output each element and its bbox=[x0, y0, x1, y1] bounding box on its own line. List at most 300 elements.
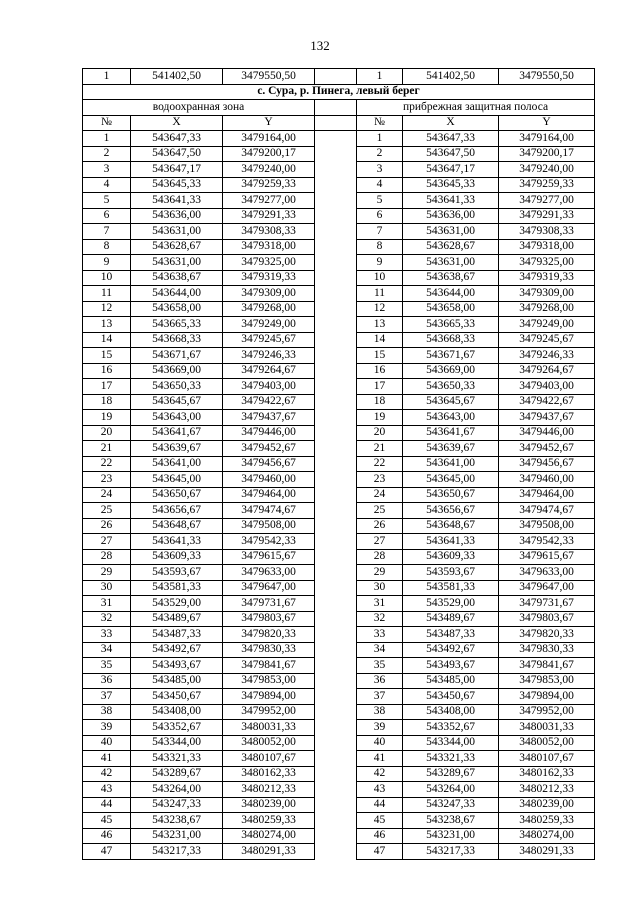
left-x-cell: 543628,67 bbox=[131, 239, 223, 255]
right-n-cell: 36 bbox=[357, 673, 403, 689]
left-y-cell: 3480031,33 bbox=[223, 720, 315, 736]
gap-cell bbox=[315, 69, 357, 85]
left-n-cell: 5 bbox=[83, 193, 131, 209]
right-y-cell: 3479550,50 bbox=[499, 69, 595, 85]
gap-cell bbox=[315, 286, 357, 302]
left-n-cell: 25 bbox=[83, 503, 131, 519]
right-y-cell: 3479803,67 bbox=[499, 611, 595, 627]
left-n-cell: 10 bbox=[83, 270, 131, 286]
right-n-cell: 9 bbox=[357, 255, 403, 271]
right-y-cell: 3479164,00 bbox=[499, 131, 595, 147]
left-y-cell: 3480291,33 bbox=[223, 844, 315, 860]
right-n-cell: 46 bbox=[357, 828, 403, 844]
table-row bbox=[83, 208, 595, 224]
left-x-cell: 543671,67 bbox=[131, 348, 223, 364]
right-x-cell: 543450,67 bbox=[403, 689, 499, 705]
right-x-cell: 543529,00 bbox=[403, 596, 499, 612]
left-header-y: Y bbox=[223, 115, 315, 131]
gap-cell bbox=[315, 193, 357, 209]
right-y-cell: 3479249,00 bbox=[499, 317, 595, 333]
right-n-cell: 22 bbox=[357, 456, 403, 472]
table-row bbox=[83, 410, 595, 426]
gap-cell bbox=[315, 146, 357, 162]
right-x-cell: 543636,00 bbox=[403, 208, 499, 224]
left-y-cell: 3479240,00 bbox=[223, 162, 315, 178]
right-y-cell: 3479246,33 bbox=[499, 348, 595, 364]
table-row bbox=[83, 673, 595, 689]
left-y-cell: 3479615,67 bbox=[223, 549, 315, 565]
left-n-cell: 6 bbox=[83, 208, 131, 224]
right-y-cell: 3479841,67 bbox=[499, 658, 595, 674]
gap-cell bbox=[315, 766, 357, 782]
left-n-cell: 7 bbox=[83, 224, 131, 240]
left-x-cell: 543231,00 bbox=[131, 828, 223, 844]
right-n-cell: 12 bbox=[357, 301, 403, 317]
table-row bbox=[83, 534, 595, 550]
table-row bbox=[83, 317, 595, 333]
table-row bbox=[83, 224, 595, 240]
left-y-cell: 3479446,00 bbox=[223, 425, 315, 441]
right-y-cell: 3479318,00 bbox=[499, 239, 595, 255]
right-n-cell: 47 bbox=[357, 844, 403, 860]
right-x-cell: 543631,00 bbox=[403, 224, 499, 240]
gap-cell bbox=[315, 503, 357, 519]
right-zone-title: прибрежная защитная полоса bbox=[357, 100, 595, 116]
right-n-cell: 4 bbox=[357, 177, 403, 193]
left-x-cell: 543609,33 bbox=[131, 549, 223, 565]
right-y-cell: 3479508,00 bbox=[499, 518, 595, 534]
table-row bbox=[83, 565, 595, 581]
right-n-cell: 23 bbox=[357, 472, 403, 488]
left-x-cell: 543489,67 bbox=[131, 611, 223, 627]
right-n-cell: 8 bbox=[357, 239, 403, 255]
right-x-cell: 543656,67 bbox=[403, 503, 499, 519]
table-row bbox=[83, 456, 595, 472]
right-x-cell: 543593,67 bbox=[403, 565, 499, 581]
right-y-cell: 3479240,00 bbox=[499, 162, 595, 178]
right-n-cell: 13 bbox=[357, 317, 403, 333]
gap-cell bbox=[315, 363, 357, 379]
gap-cell bbox=[315, 627, 357, 643]
right-x-cell: 543641,33 bbox=[403, 193, 499, 209]
right-n-cell: 20 bbox=[357, 425, 403, 441]
left-x-cell: 543638,67 bbox=[131, 270, 223, 286]
left-n-cell: 31 bbox=[83, 596, 131, 612]
left-x-cell: 543645,33 bbox=[131, 177, 223, 193]
left-n-cell: 18 bbox=[83, 394, 131, 410]
left-x-cell: 543650,33 bbox=[131, 379, 223, 395]
table-row bbox=[83, 580, 595, 596]
left-x-cell: 543641,67 bbox=[131, 425, 223, 441]
right-y-cell: 3479277,00 bbox=[499, 193, 595, 209]
left-x-cell: 543450,67 bbox=[131, 689, 223, 705]
right-y-cell: 3480239,00 bbox=[499, 797, 595, 813]
right-n-cell: 37 bbox=[357, 689, 403, 705]
left-y-cell: 3480107,67 bbox=[223, 751, 315, 767]
right-y-cell: 3479403,00 bbox=[499, 379, 595, 395]
table-row bbox=[83, 146, 595, 162]
left-x-cell: 543647,33 bbox=[131, 131, 223, 147]
right-n-cell: 21 bbox=[357, 441, 403, 457]
left-x-cell: 543631,00 bbox=[131, 255, 223, 271]
right-x-cell: 543628,67 bbox=[403, 239, 499, 255]
gap-cell bbox=[315, 456, 357, 472]
gap-cell bbox=[315, 751, 357, 767]
table-row bbox=[83, 503, 595, 519]
left-y-cell: 3479164,00 bbox=[223, 131, 315, 147]
header-row bbox=[83, 115, 595, 131]
left-y-cell: 3479318,00 bbox=[223, 239, 315, 255]
right-y-cell: 3480107,67 bbox=[499, 751, 595, 767]
gap-cell bbox=[315, 828, 357, 844]
right-n-cell: 32 bbox=[357, 611, 403, 627]
gap-cell bbox=[315, 348, 357, 364]
table-row bbox=[83, 332, 595, 348]
gap-cell bbox=[315, 658, 357, 674]
right-n-cell: 25 bbox=[357, 503, 403, 519]
left-x-cell: 543631,00 bbox=[131, 224, 223, 240]
right-x-cell: 543492,67 bbox=[403, 642, 499, 658]
left-n-cell: 28 bbox=[83, 549, 131, 565]
right-y-cell: 3480259,33 bbox=[499, 813, 595, 829]
gap-cell bbox=[315, 611, 357, 627]
right-n-cell: 44 bbox=[357, 797, 403, 813]
left-y-cell: 3479319,33 bbox=[223, 270, 315, 286]
left-x-cell: 543247,33 bbox=[131, 797, 223, 813]
right-y-cell: 3479647,00 bbox=[499, 580, 595, 596]
right-x-cell: 543639,67 bbox=[403, 441, 499, 457]
left-n-cell: 16 bbox=[83, 363, 131, 379]
right-y-cell: 3479615,67 bbox=[499, 549, 595, 565]
right-x-cell: 543631,00 bbox=[403, 255, 499, 271]
right-n-cell: 7 bbox=[357, 224, 403, 240]
table-row bbox=[83, 782, 595, 798]
left-x-cell: 543492,67 bbox=[131, 642, 223, 658]
right-y-cell: 3480052,00 bbox=[499, 735, 595, 751]
left-y-cell: 3479308,33 bbox=[223, 224, 315, 240]
left-x-cell: 543641,33 bbox=[131, 193, 223, 209]
right-x-cell: 543647,33 bbox=[403, 131, 499, 147]
gap-cell bbox=[315, 797, 357, 813]
right-x-cell: 543352,67 bbox=[403, 720, 499, 736]
left-y-cell: 3480212,33 bbox=[223, 782, 315, 798]
left-y-cell: 3479803,67 bbox=[223, 611, 315, 627]
left-x-cell: 543639,67 bbox=[131, 441, 223, 457]
right-n-cell: 17 bbox=[357, 379, 403, 395]
left-n-cell: 27 bbox=[83, 534, 131, 550]
left-n-cell: 41 bbox=[83, 751, 131, 767]
left-n-cell: 38 bbox=[83, 704, 131, 720]
right-y-cell: 3479245,67 bbox=[499, 332, 595, 348]
left-x-cell: 543238,67 bbox=[131, 813, 223, 829]
left-x-cell: 543641,00 bbox=[131, 456, 223, 472]
left-n-cell: 15 bbox=[83, 348, 131, 364]
section-title: с. Сура, р. Пинега, левый берег bbox=[83, 84, 595, 100]
left-n-cell: 26 bbox=[83, 518, 131, 534]
table-row bbox=[83, 193, 595, 209]
left-x-cell: 543264,00 bbox=[131, 782, 223, 798]
left-x-cell: 543650,67 bbox=[131, 487, 223, 503]
table-row bbox=[83, 549, 595, 565]
right-y-cell: 3479456,67 bbox=[499, 456, 595, 472]
gap-cell bbox=[315, 689, 357, 705]
left-y-cell: 3479474,67 bbox=[223, 503, 315, 519]
right-n-cell: 14 bbox=[357, 332, 403, 348]
left-y-cell: 3479200,17 bbox=[223, 146, 315, 162]
left-x-cell: 543636,00 bbox=[131, 208, 223, 224]
left-n-cell: 14 bbox=[83, 332, 131, 348]
left-y-cell: 3479508,00 bbox=[223, 518, 315, 534]
left-y-cell: 3479291,33 bbox=[223, 208, 315, 224]
left-x-cell: 543665,33 bbox=[131, 317, 223, 333]
left-y-cell: 3479894,00 bbox=[223, 689, 315, 705]
left-y-cell: 3479246,33 bbox=[223, 348, 315, 364]
right-x-cell: 543581,33 bbox=[403, 580, 499, 596]
right-x-cell: 543671,67 bbox=[403, 348, 499, 364]
left-n-cell: 37 bbox=[83, 689, 131, 705]
gap-cell bbox=[315, 487, 357, 503]
left-y-cell: 3480162,33 bbox=[223, 766, 315, 782]
left-x-cell: 543644,00 bbox=[131, 286, 223, 302]
gap-cell bbox=[315, 518, 357, 534]
first-row bbox=[83, 69, 595, 85]
left-y-cell: 3479259,33 bbox=[223, 177, 315, 193]
gap-cell bbox=[315, 394, 357, 410]
left-n-cell: 4 bbox=[83, 177, 131, 193]
table-row bbox=[83, 425, 595, 441]
table-row bbox=[83, 348, 595, 364]
gap-cell bbox=[315, 565, 357, 581]
right-y-cell: 3479319,33 bbox=[499, 270, 595, 286]
zone-title-row bbox=[83, 100, 595, 116]
left-x-cell: 543645,67 bbox=[131, 394, 223, 410]
right-y-cell: 3479952,00 bbox=[499, 704, 595, 720]
left-header-x: X bbox=[131, 115, 223, 131]
table-row bbox=[83, 472, 595, 488]
right-n-cell: 41 bbox=[357, 751, 403, 767]
left-n-cell: 1 bbox=[83, 131, 131, 147]
left-y-cell: 3479731,67 bbox=[223, 596, 315, 612]
right-x-cell: 543645,67 bbox=[403, 394, 499, 410]
gap-cell bbox=[315, 720, 357, 736]
left-x-cell: 543485,00 bbox=[131, 673, 223, 689]
gap-cell bbox=[315, 317, 357, 333]
left-n-cell: 44 bbox=[83, 797, 131, 813]
gap-cell bbox=[315, 239, 357, 255]
gap-cell bbox=[315, 379, 357, 395]
left-n-cell: 30 bbox=[83, 580, 131, 596]
right-x-cell: 543231,00 bbox=[403, 828, 499, 844]
right-x-cell: 543645,33 bbox=[403, 177, 499, 193]
left-n-cell: 2 bbox=[83, 146, 131, 162]
right-n-cell: 38 bbox=[357, 704, 403, 720]
right-n-cell: 10 bbox=[357, 270, 403, 286]
left-header-n: № bbox=[83, 115, 131, 131]
right-n-cell: 35 bbox=[357, 658, 403, 674]
right-header-n: № bbox=[357, 115, 403, 131]
left-y-cell: 3479403,00 bbox=[223, 379, 315, 395]
gap-cell bbox=[315, 301, 357, 317]
left-zone-title: водоохранная зона bbox=[83, 100, 315, 116]
left-y-cell: 3479830,33 bbox=[223, 642, 315, 658]
left-y-cell: 3480274,00 bbox=[223, 828, 315, 844]
right-n-cell: 39 bbox=[357, 720, 403, 736]
right-n-cell: 16 bbox=[357, 363, 403, 379]
right-x-cell: 543489,67 bbox=[403, 611, 499, 627]
left-n-cell: 19 bbox=[83, 410, 131, 426]
right-y-cell: 3479460,00 bbox=[499, 472, 595, 488]
left-n-cell: 40 bbox=[83, 735, 131, 751]
left-x-cell: 543647,50 bbox=[131, 146, 223, 162]
left-y-cell: 3479542,33 bbox=[223, 534, 315, 550]
right-n-cell: 45 bbox=[357, 813, 403, 829]
left-n-cell: 9 bbox=[83, 255, 131, 271]
right-x-cell: 543669,00 bbox=[403, 363, 499, 379]
right-n-cell: 3 bbox=[357, 162, 403, 178]
right-x-cell: 543645,00 bbox=[403, 472, 499, 488]
gap-cell bbox=[315, 596, 357, 612]
table-row bbox=[83, 596, 595, 612]
right-x-cell: 543217,33 bbox=[403, 844, 499, 860]
table-row bbox=[83, 611, 595, 627]
left-n-cell: 20 bbox=[83, 425, 131, 441]
table-row bbox=[83, 177, 595, 193]
table-row bbox=[83, 689, 595, 705]
table-row bbox=[83, 301, 595, 317]
gap-cell bbox=[315, 255, 357, 271]
gap-cell bbox=[315, 580, 357, 596]
left-n-cell: 45 bbox=[83, 813, 131, 829]
left-n-cell: 47 bbox=[83, 844, 131, 860]
gap-cell bbox=[315, 332, 357, 348]
right-x-cell: 543650,67 bbox=[403, 487, 499, 503]
gap-cell bbox=[315, 441, 357, 457]
left-x-cell: 541402,50 bbox=[131, 69, 223, 85]
left-y-cell: 3479952,00 bbox=[223, 704, 315, 720]
left-x-cell: 543581,33 bbox=[131, 580, 223, 596]
right-x-cell: 543487,33 bbox=[403, 627, 499, 643]
right-y-cell: 3479259,33 bbox=[499, 177, 595, 193]
right-n-cell: 34 bbox=[357, 642, 403, 658]
table-row bbox=[83, 797, 595, 813]
table-row bbox=[83, 162, 595, 178]
left-n-cell: 1 bbox=[83, 69, 131, 85]
right-x-cell: 543665,33 bbox=[403, 317, 499, 333]
left-x-cell: 543658,00 bbox=[131, 301, 223, 317]
right-n-cell: 1 bbox=[357, 69, 403, 85]
table-row bbox=[83, 720, 595, 736]
right-x-cell: 543247,33 bbox=[403, 797, 499, 813]
gap-cell bbox=[315, 410, 357, 426]
right-y-cell: 3479830,33 bbox=[499, 642, 595, 658]
right-n-cell: 11 bbox=[357, 286, 403, 302]
left-y-cell: 3479422,67 bbox=[223, 394, 315, 410]
table-row bbox=[83, 255, 595, 271]
table-row bbox=[83, 704, 595, 720]
right-n-cell: 28 bbox=[357, 549, 403, 565]
left-y-cell: 3479325,00 bbox=[223, 255, 315, 271]
right-y-cell: 3480162,33 bbox=[499, 766, 595, 782]
left-y-cell: 3479464,00 bbox=[223, 487, 315, 503]
right-n-cell: 1 bbox=[357, 131, 403, 147]
left-x-cell: 543289,67 bbox=[131, 766, 223, 782]
right-y-cell: 3479633,00 bbox=[499, 565, 595, 581]
section-title-row bbox=[83, 84, 595, 100]
right-x-cell: 543647,17 bbox=[403, 162, 499, 178]
left-x-cell: 543648,67 bbox=[131, 518, 223, 534]
right-y-cell: 3479264,67 bbox=[499, 363, 595, 379]
right-y-cell: 3480274,00 bbox=[499, 828, 595, 844]
left-n-cell: 8 bbox=[83, 239, 131, 255]
left-x-cell: 543321,33 bbox=[131, 751, 223, 767]
left-y-cell: 3479633,00 bbox=[223, 565, 315, 581]
left-y-cell: 3479309,00 bbox=[223, 286, 315, 302]
right-y-cell: 3479309,00 bbox=[499, 286, 595, 302]
left-y-cell: 3480239,00 bbox=[223, 797, 315, 813]
left-y-cell: 3480259,33 bbox=[223, 813, 315, 829]
gap-cell bbox=[315, 270, 357, 286]
left-y-cell: 3479647,00 bbox=[223, 580, 315, 596]
left-x-cell: 543668,33 bbox=[131, 332, 223, 348]
table-row bbox=[83, 642, 595, 658]
right-x-cell: 543644,00 bbox=[403, 286, 499, 302]
right-n-cell: 42 bbox=[357, 766, 403, 782]
left-n-cell: 3 bbox=[83, 162, 131, 178]
right-x-cell: 543408,00 bbox=[403, 704, 499, 720]
right-x-cell: 543641,00 bbox=[403, 456, 499, 472]
gap-cell bbox=[315, 549, 357, 565]
right-x-cell: 543658,00 bbox=[403, 301, 499, 317]
left-y-cell: 3479841,67 bbox=[223, 658, 315, 674]
gap-cell bbox=[315, 100, 357, 116]
left-x-cell: 543656,67 bbox=[131, 503, 223, 519]
gap-cell bbox=[315, 673, 357, 689]
right-x-cell: 543641,67 bbox=[403, 425, 499, 441]
left-x-cell: 543669,00 bbox=[131, 363, 223, 379]
table-row bbox=[83, 441, 595, 457]
right-n-cell: 30 bbox=[357, 580, 403, 596]
right-x-cell: 543238,67 bbox=[403, 813, 499, 829]
left-y-cell: 3479456,67 bbox=[223, 456, 315, 472]
gap-cell bbox=[315, 208, 357, 224]
coordinates-table bbox=[82, 68, 595, 860]
gap-cell bbox=[315, 115, 357, 131]
gap-cell bbox=[315, 224, 357, 240]
right-n-cell: 33 bbox=[357, 627, 403, 643]
left-n-cell: 42 bbox=[83, 766, 131, 782]
left-x-cell: 543593,67 bbox=[131, 565, 223, 581]
gap-cell bbox=[315, 813, 357, 829]
table-row bbox=[83, 394, 595, 410]
right-header-x: X bbox=[403, 115, 499, 131]
left-n-cell: 32 bbox=[83, 611, 131, 627]
table-row bbox=[83, 379, 595, 395]
right-header-y: Y bbox=[499, 115, 595, 131]
right-x-cell: 543493,67 bbox=[403, 658, 499, 674]
right-x-cell: 543264,00 bbox=[403, 782, 499, 798]
left-y-cell: 3479245,67 bbox=[223, 332, 315, 348]
left-n-cell: 24 bbox=[83, 487, 131, 503]
left-y-cell: 3479550,50 bbox=[223, 69, 315, 85]
left-n-cell: 43 bbox=[83, 782, 131, 798]
table-row bbox=[83, 239, 595, 255]
right-n-cell: 29 bbox=[357, 565, 403, 581]
right-n-cell: 27 bbox=[357, 534, 403, 550]
right-n-cell: 26 bbox=[357, 518, 403, 534]
right-y-cell: 3479731,67 bbox=[499, 596, 595, 612]
right-y-cell: 3479446,00 bbox=[499, 425, 595, 441]
left-n-cell: 33 bbox=[83, 627, 131, 643]
